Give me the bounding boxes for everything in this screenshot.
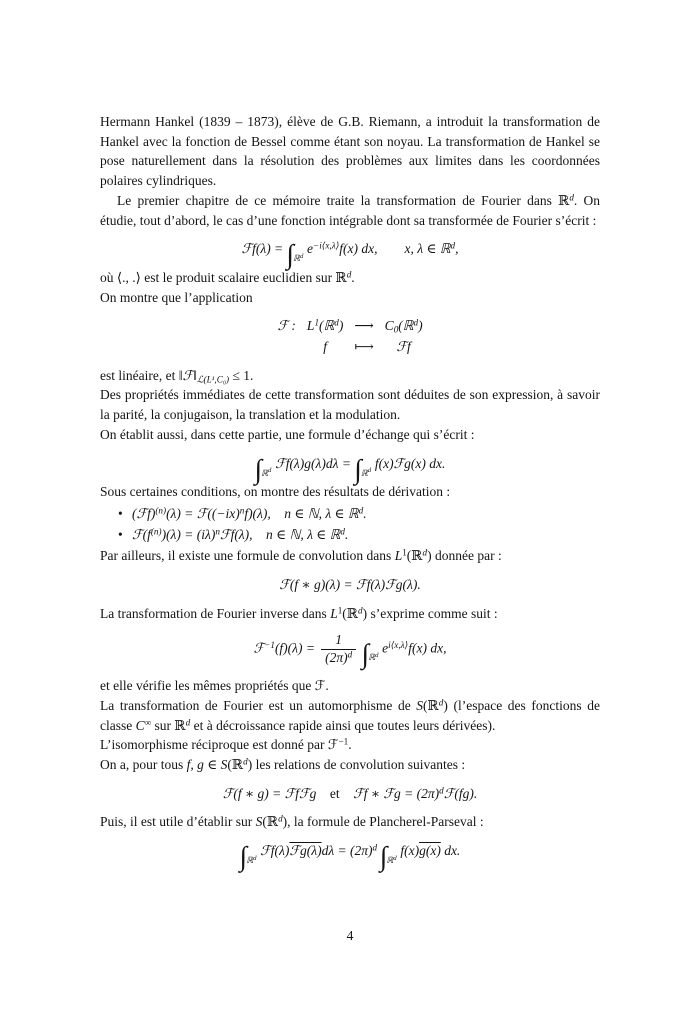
paragraph-exchange-formula-intro: On établit aussi, dans cette partie, une formule d’échange qui s’écrit : bbox=[100, 426, 475, 442]
mapping-element: f bbox=[323, 339, 327, 355]
paragraph-scalar-product-note: où ⟨., .⟩ est le produit scalaire euclidien sur ℝ$^d$. bbox=[100, 269, 355, 285]
paragraph-hankel-intro: Hermann Hankel (1839 – 1873), élève de G.B. Riemann, a introduit la transformation de Hankel avec la fonction de Bessel comme étant son noyau. La transformation de Hankel se pose naturellement dans la résolution des problèmes aux limites dans les coordonnées polaires cylindriques. bbox=[100, 114, 600, 189]
page-number: 4 bbox=[346, 928, 354, 944]
mapping-image: ℱf bbox=[396, 339, 411, 355]
formula-exchange: $\int_{ℝd}$ ℱf(λ)g(λ)dλ = $\int_{ℝd}$ f(x)ℱg(x) dx. bbox=[254, 453, 446, 485]
paragraph-linearity-norm: est linéaire, et ‖ℱ‖ℒ(L¹,C₀) ≤ 1. bbox=[100, 367, 254, 385]
mapping-codomain: C0(ℝ$^d$) bbox=[384, 317, 423, 335]
paragraph-convolution-intro: Par ailleurs, il existe une formule de convolution dans $L^1(ℝ^d)$ donnée par : bbox=[100, 547, 502, 564]
formula-convolution-relations: ℱ(f ∗ g) = ℱfℱg et ℱf ∗ ℱg = $(2\pi)^dℱ(fg)$. bbox=[222, 785, 478, 801]
maps-to-arrow-icon: ⟼ bbox=[354, 339, 374, 355]
bullet-derivative-2: • $ℱ(f^{(n)})(\lambda)$ = $(i\lambda)^nℱf(\lambda)$, n ∈ ℕ, λ ∈ ℝ$^d$. bbox=[132, 525, 600, 545]
mapping-grid bbox=[277, 316, 422, 356]
mapping-operator: ℱ : bbox=[277, 318, 296, 334]
formula-plancherel-parseval: $\int_{ℝd}$ ℱf(λ)ℱg(λ)dλ = $(2\pi)^d$ $\int_{ℝd}$ f(x)g(x) dx. bbox=[239, 840, 461, 872]
paragraph-chapter1-fourier: Le premier chapitre de ce mémoire traite la transformation de Fourier dans ℝ$^d$. On étudie, tout d’abord, le cas d’une fonction intégrable dont sa transformée de Fourier s’écrit : bbox=[100, 192, 601, 228]
paragraph-same-properties: et elle vérifie les mêmes propriétés que ℱ. bbox=[100, 678, 329, 694]
formula-convolution: ℱ(f ∗ g)(λ) = ℱf(λ)ℱg(λ). bbox=[279, 577, 421, 593]
formula-fourier-operator-mapping bbox=[100, 316, 600, 356]
derivation-bullet-list bbox=[100, 504, 600, 544]
paragraph-inverse-fourier-intro: La transformation de Fourier inverse dans $L^1(ℝ^d)$ s’exprime comme suit : bbox=[100, 605, 498, 621]
paragraph-immediate-properties: Des propriétés immédiates de cette transformation sont déduites de son expression, à savoir la parité, la conjugaison, la translation et la modulation. bbox=[100, 387, 600, 423]
mapping-domain: $L^1(ℝ^d)$ bbox=[306, 317, 344, 334]
paragraph-reciprocal-isomorphism: L’isomorphisme réciproque est donné par ℱ$^{-1}$. bbox=[100, 736, 352, 753]
paragraph-derivation-results-intro: Sous certaines conditions, on montre des résultats de dérivation : bbox=[100, 484, 451, 500]
formula-fourier-transform-definition: ℱf(λ) = $\int_{ℝd}$ $e^{-i⟨x,\lambda⟩}f(x)$ dx, x, λ ∈ ℝ$^d$, bbox=[241, 238, 459, 270]
long-right-arrow-icon: ⟶ bbox=[354, 318, 374, 334]
bullet-derivative-1: • (ℱf)$^{(n)}$(λ) = $ℱ((-ix)^nf)(\lambda)$, n ∈ ℕ, λ ∈ ℝ$^d$. bbox=[132, 504, 600, 524]
formula-inverse-fourier: ℱ$^{-1}$(f)(λ) = $\frac{1}{(2\pi)^d}$ $\int_{ℝd}$ $e^{i⟨x,\lambda⟩}f(x)$ dx, bbox=[253, 632, 447, 670]
paragraph-plancherel-intro: Puis, il est utile d’établir sur S(ℝ$^d$), la formule de Plancherel-Parseval : bbox=[100, 813, 484, 830]
paragraph-convolution-relations-intro: On a, pour tous f, g ∈ S(ℝ$^d$) les relations de convolution suivantes : bbox=[100, 756, 466, 773]
paragraph-application-intro: On montre que l’application bbox=[100, 289, 253, 305]
paragraph-schwartz-automorphism: La transformation de Fourier est un automorphisme de S(ℝ$^d$) (l’espace des fonctions de classe C∞ sur ℝ$^d$ et à décroissance rapide ainsi que toutes leurs dérivées). bbox=[100, 697, 600, 733]
